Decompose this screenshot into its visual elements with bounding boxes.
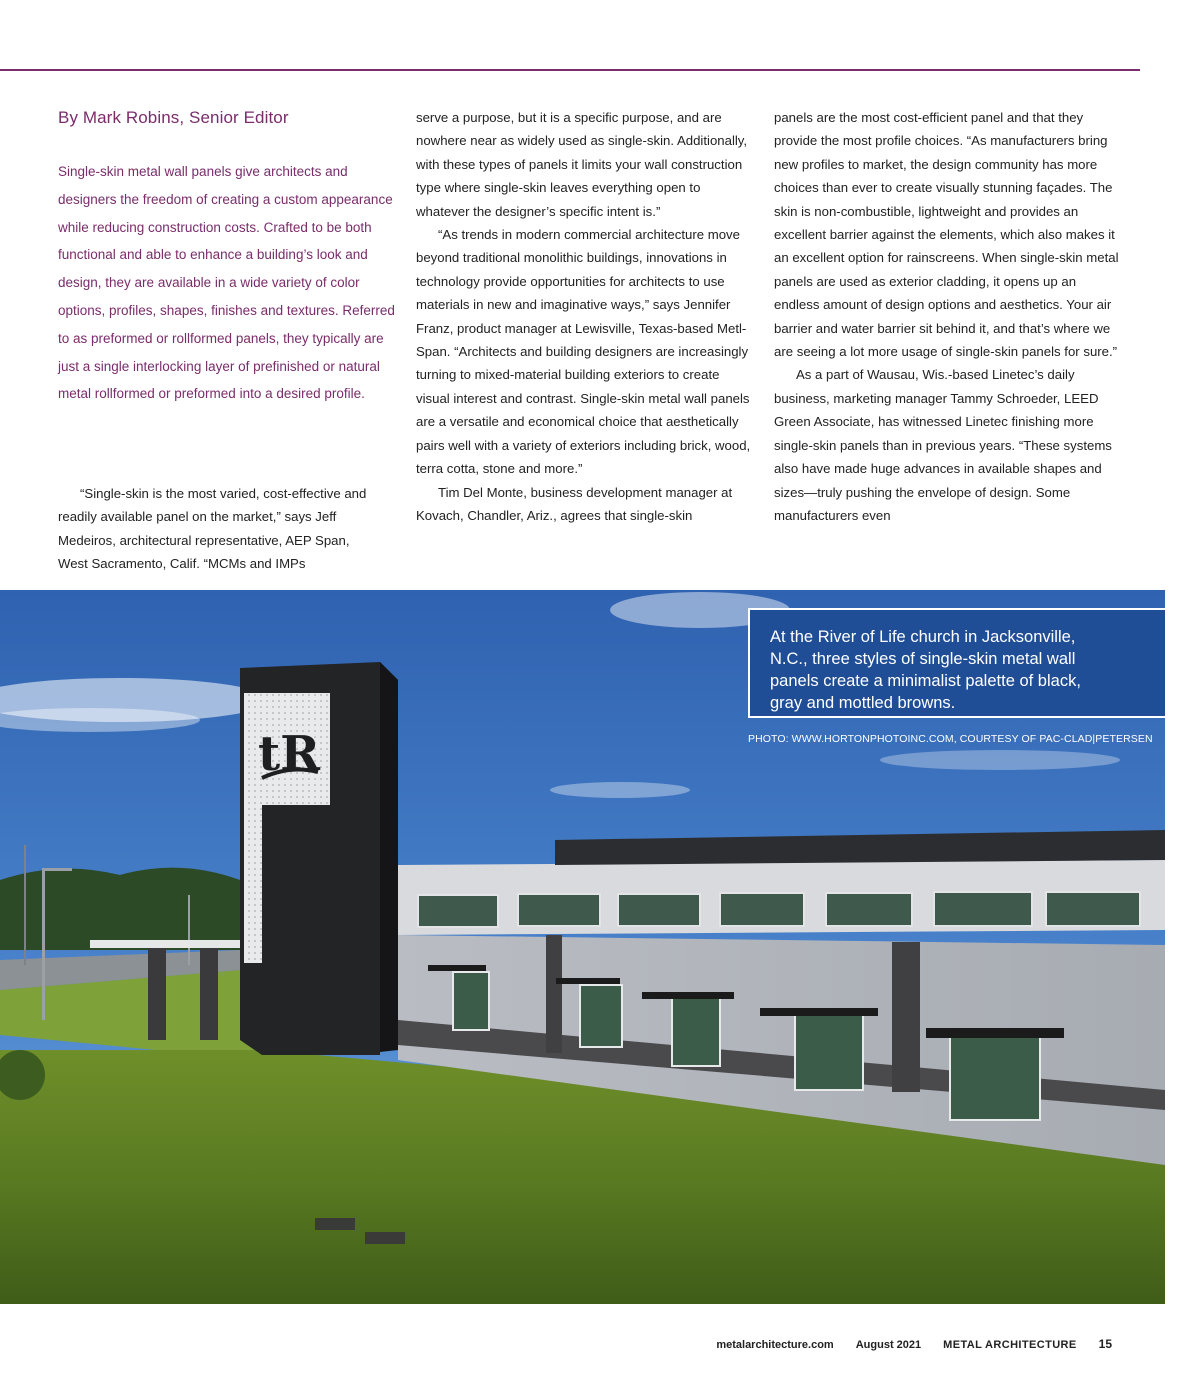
- footer-issue: August 2021: [855, 1339, 922, 1351]
- photo-caption: At the River of Life church in Jacksonville, N.C., three styles of single-skin metal wall panels create a minimalist palette of black, gray and mottled browns.: [770, 628, 1081, 712]
- intro-paragraph: Single-skin metal wall panels give architects and designers the freedom of creating a custom appearance while reducing construction costs. Crafted to be both functional and able to enhance a building’s look and design, they are available in a wide variety of color options, profiles, shapes, finishes and textures. Referred to as preformed or rollformed panels, they typically are just a single interlocking layer of prefinished or natural metal rollformed or preformed into a desired profile.: [58, 164, 395, 402]
- text-column-1: [58, 482, 380, 576]
- page-number: 15: [1098, 1337, 1112, 1351]
- photo-credit: PHOTO: WWW.HORTONPHOTOINC.COM, COURTESY OF PAC-CLAD|PETERSEN: [748, 733, 1153, 745]
- paragraph: “Single-skin is the most varied, cost-effective and readily available panel on the market,” says Jeff Medeiros, architectural representative, AEP Span, West Sacramento, Calif. “MCMs and IMPs: [58, 486, 367, 572]
- header-rule: [0, 69, 1140, 71]
- footer-publication: METAL ARCHITECTURE: [943, 1339, 1077, 1351]
- footer-website: metalarchitecture.com: [716, 1339, 834, 1351]
- byline: By Mark Robins, Senior Editor: [58, 108, 289, 127]
- paragraph: As a part of Wausau, Wis.-based Linetec’s daily business, marketing manager Tammy Schroeder, LEED Green Associate, has witnessed Linetec finishing more single-skin panels than in previous years. “These systems also have made huge advances in available shapes and sizes—truly pushing the envelope of design. Some manufacturers even: [774, 367, 1112, 523]
- text-column-2: [416, 106, 756, 527]
- page-footer: [716, 1337, 1112, 1351]
- text-column-3: [774, 106, 1119, 527]
- caption-box: [748, 608, 1165, 718]
- paragraph: serve a purpose, but it is a specific purpose, and are nowhere near as widely used as single-skin. Additionally, with these types of panels it limits your wall construction type where single-skin leaves everything open to whatever the designer’s specific intent is.”: [416, 110, 748, 219]
- paragraph: panels are the most cost-efficient panel and that they provide the most profile choices. “As manufacturers bring new profiles to market, the design community has more choices than ever to create visually stunning façades. The skin is non-combustible, lightweight and provides an excellent barrier against the elements, which also makes it an excellent option for rainscreens. When single-skin metal panels are used as exterior cladding, it opens up an endless amount of design options and aesthetics. Your air barrier and water barrier sit behind it, and that’s where we are seeing a lot more usage of single-skin panels for sure.”: [774, 110, 1119, 360]
- paragraph: “As trends in modern commercial architecture move beyond traditional monolithic buildings, innovations in technology provide opportunities for architects to use materials in new and imaginative ways,” says Jennifer Franz, product manager at Lewisville, Texas-based Metl-Span. “Architects and building designers are increasingly turning to mixed-material building exteriors to create visual interest and contrast. Single-skin metal wall panels are a versatile and economical choice that aesthetically pairs well with a variety of exteriors including brick, wood, terra cotta, stone and more.”: [416, 227, 751, 477]
- tower-logo: tR: [258, 726, 321, 782]
- paragraph: Tim Del Monte, business development manager at Kovach, Chandler, Ariz., agrees that single-skin: [416, 484, 733, 523]
